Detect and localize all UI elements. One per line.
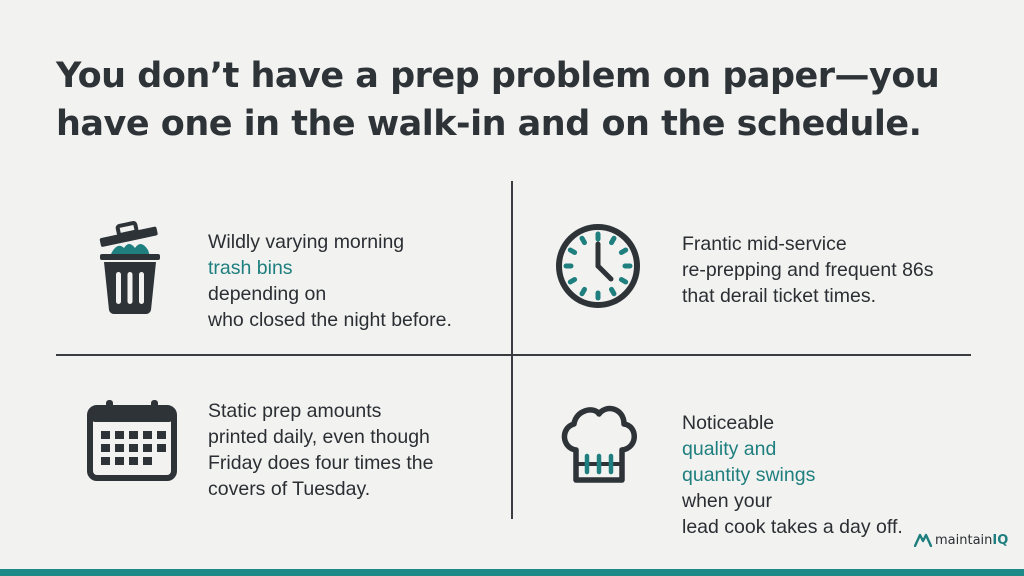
highlight-trash-bins: trash bins — [208, 257, 293, 279]
line: Friday does four times the — [208, 452, 434, 474]
line: quantity swings when your — [682, 462, 903, 514]
trash-bin-icon — [94, 218, 166, 318]
chef-hat-icon — [556, 400, 642, 486]
line: Noticeable quality and — [682, 410, 903, 462]
line: who closed the night before. — [208, 309, 452, 331]
headline — [56, 52, 976, 148]
line: trash bins depending on — [208, 255, 452, 307]
headline-line-1: You don’t have a prep problem on paper—you — [56, 56, 940, 96]
highlight-quality-and: quality and — [682, 438, 777, 460]
line: covers of Tuesday. — [208, 478, 371, 500]
calendar-icon — [86, 398, 178, 482]
pain-point-text-3 — [208, 398, 433, 502]
headline-line-2: have one in the walk-in and on the schedule. — [56, 104, 922, 144]
bottom-accent-bar — [0, 569, 1024, 576]
line: that derail ticket times. — [682, 285, 876, 307]
highlight-quantity-swings: quantity swings — [682, 464, 816, 486]
line: re-prepping and frequent 86s — [682, 259, 934, 281]
line: lead cook takes a day off. — [682, 516, 903, 538]
line: Frantic mid-service — [682, 233, 847, 255]
line: Wildly varying morning — [208, 231, 405, 253]
line: printed daily, even though — [208, 426, 430, 448]
horizontal-divider — [56, 354, 971, 356]
pain-point-text-2 — [682, 231, 934, 309]
brand-logo — [914, 530, 1008, 550]
pain-point-text-4 — [682, 410, 903, 540]
logo-text: maintainIQ — [935, 532, 1009, 548]
vertical-divider — [511, 181, 513, 519]
pain-point-text-1 — [208, 229, 452, 333]
logo-mark-icon — [914, 533, 932, 547]
clock-icon — [554, 222, 642, 310]
line: Static prep amounts — [208, 400, 382, 422]
